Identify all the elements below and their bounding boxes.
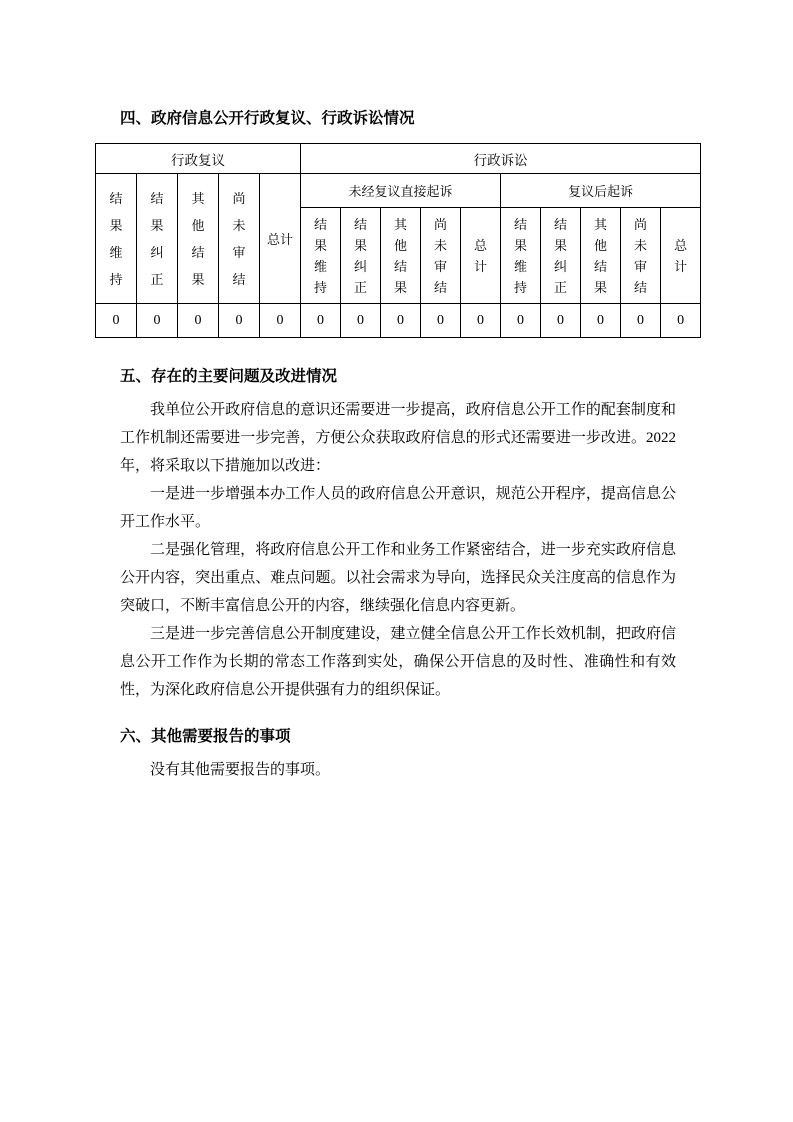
header-pending: 尚未审结: [421, 208, 461, 304]
header-pending: 尚未审结: [621, 208, 661, 304]
admin-review-litigation-table: [95, 143, 701, 338]
section6-body: [120, 756, 676, 784]
section4-title: 四、政府信息公开行政复议、行政诉讼情况: [120, 110, 415, 127]
section5-title: 五、存在的主要问题及改进情况: [120, 368, 338, 385]
table-row-groups: [96, 144, 701, 174]
header-result-corrected: 结果纠正: [341, 208, 381, 304]
header-result-upheld: 结果维持: [96, 174, 137, 304]
header-other-result: 其他结果: [581, 208, 621, 304]
paragraph: 我单位公开政府信息的意识还需要进一步提高，政府信息公开工作的配套制度和工作机制还需要进一步完善，方便公众获取政府信息的形式还需要进一步改进。2022 年，将采取以下措施加以改进：: [120, 402, 676, 474]
header-direct-lawsuit: 未经复议直接起诉: [301, 174, 501, 208]
value-cell: 0: [541, 304, 581, 338]
header-pending: 尚未审结: [219, 174, 260, 304]
header-admin-review: 行政复议: [96, 144, 301, 174]
header-total: 总计: [260, 174, 301, 304]
value-cell: 0: [178, 304, 219, 338]
header-total: 总计: [461, 208, 501, 304]
section5-body: [120, 396, 676, 704]
table-row-subgroups: [96, 174, 701, 208]
paragraph: 没有其他需要报告的事项。: [150, 762, 331, 778]
section6-title: 六、其他需要报告的事项: [120, 728, 291, 745]
value-cell: 0: [219, 304, 260, 338]
value-cell: 0: [501, 304, 541, 338]
header-result-corrected: 结果纠正: [137, 174, 178, 304]
paragraph: 一是进一步增强本办工作人员的政府信息公开意识，规范公开程序，提高信息公开工作水平。: [120, 486, 676, 530]
header-total: 总计: [661, 208, 701, 304]
paragraph: 三是进一步完善信息公开制度建设，建立健全信息公开工作长效机制，把政府信息公开工作作为长期的常态工作落到实处，确保公开信息的及时性、准确性和有效性，为深化政府信息公开提供强有力的组织保证。: [120, 626, 676, 698]
value-cell: 0: [661, 304, 701, 338]
value-cell: 0: [581, 304, 621, 338]
value-cell: 0: [301, 304, 341, 338]
header-result-upheld: 结果维持: [501, 208, 541, 304]
header-other-result: 其他结果: [381, 208, 421, 304]
header-other-result: 其他结果: [178, 174, 219, 304]
header-result-corrected: 结果纠正: [541, 208, 581, 304]
value-cell: 0: [421, 304, 461, 338]
value-cell: 0: [137, 304, 178, 338]
header-lawsuit-after-review: 复议后起诉: [501, 174, 701, 208]
header-result-upheld: 结果维持: [301, 208, 341, 304]
value-cell: 0: [96, 304, 137, 338]
value-cell: 0: [381, 304, 421, 338]
value-cell: 0: [621, 304, 661, 338]
value-cell: 0: [260, 304, 301, 338]
paragraph: 二是强化管理，将政府信息公开工作和业务工作紧密结合，进一步充实政府信息公开内容，突出重点、难点问题。以社会需求为导向，选择民众关注度高的信息作为突破口，不断丰富信息公开的内容，继续强化信息内容更新。: [120, 542, 676, 614]
value-cell: 0: [341, 304, 381, 338]
header-admin-litigation: 行政诉讼: [301, 144, 701, 174]
table-row-values: [96, 304, 701, 338]
value-cell: 0: [461, 304, 501, 338]
